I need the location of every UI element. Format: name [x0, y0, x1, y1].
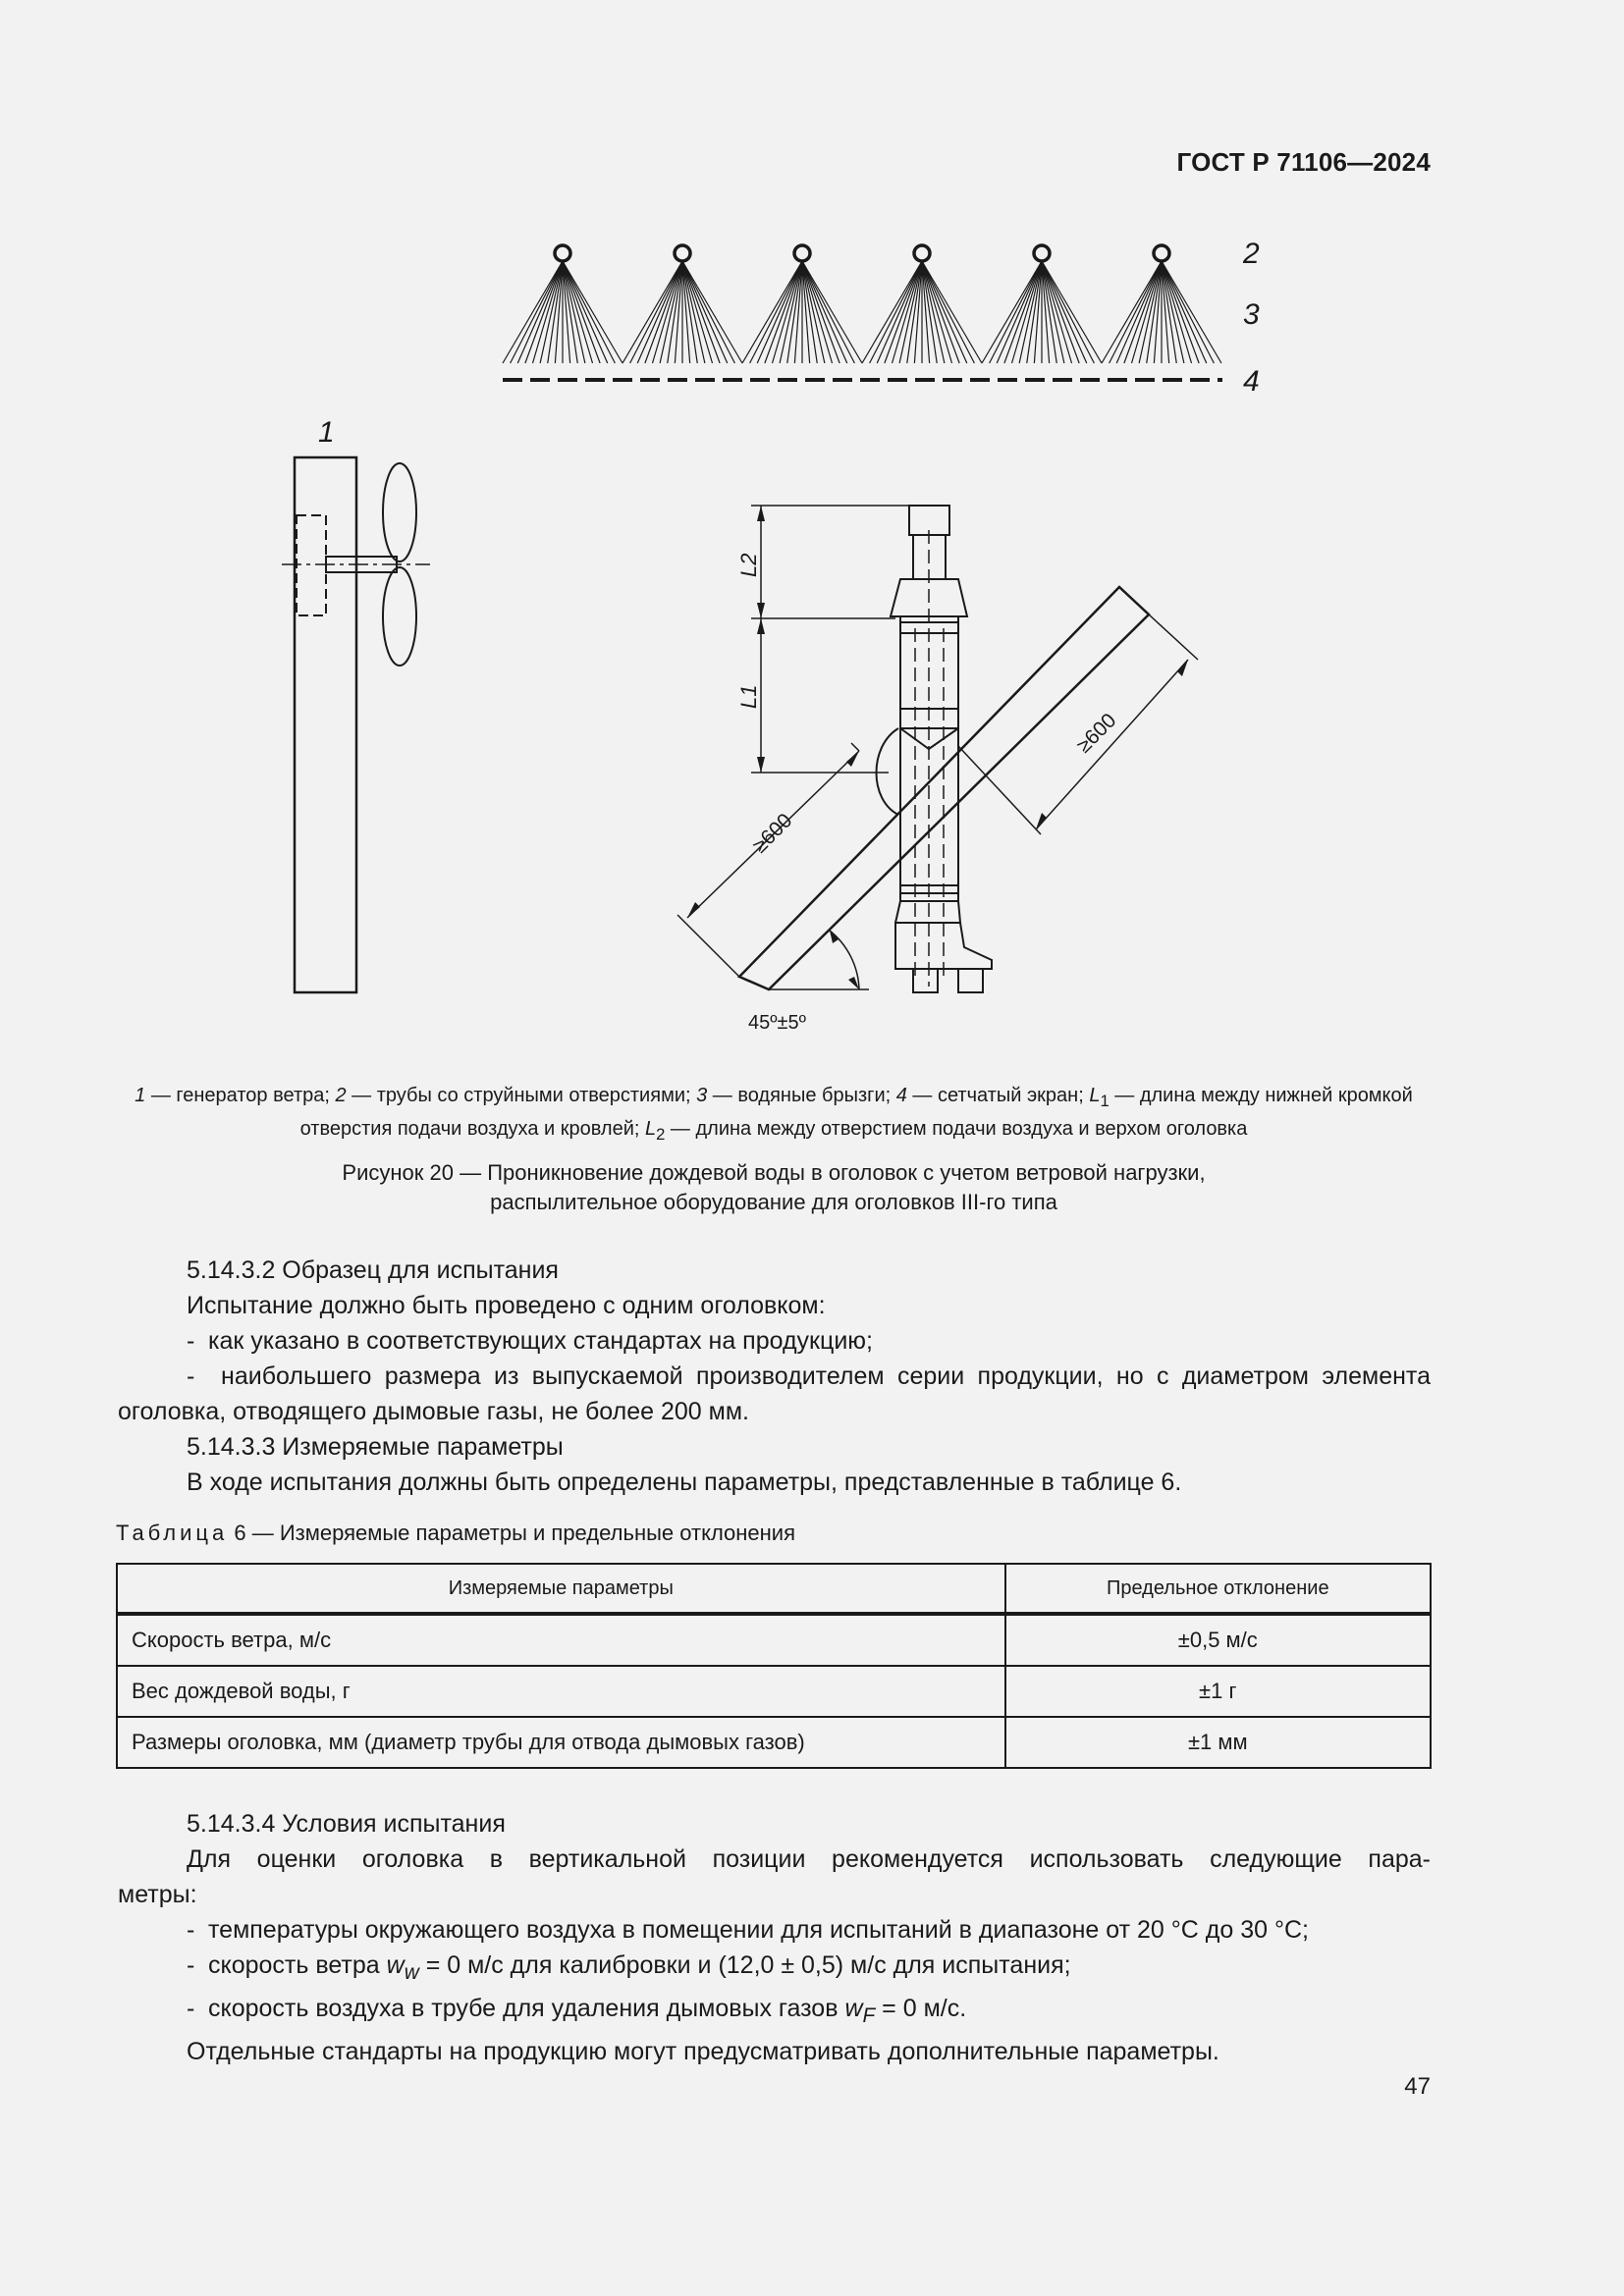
- list-item: - наибольшего размера из выпускаемой производителем серии продукции, но с диаметром элемента оголовка, отводящего дымовые газы, не более 200 мм.: [118, 1362, 1432, 1425]
- table-row: [117, 1614, 1431, 1666]
- water-spray-line: [1162, 261, 1221, 363]
- table-cell: ±0,5 м/с: [1005, 1614, 1431, 1666]
- water-spray-line: [653, 261, 683, 363]
- spray-nozzle: [675, 245, 690, 261]
- list-item: - скорость воздуха в трубе для удаления дымовых газов $w_F = 0$ м/с.: [187, 1995, 967, 2027]
- paragraph: Отдельные стандарты на продукцию могут предусматривать дополнительные параметры.: [187, 2038, 1219, 2065]
- paragraph: Испытание должно быть проведено с одним оголовком:: [187, 1292, 826, 1319]
- spray-nozzle: [794, 245, 810, 261]
- water-spray-line: [1042, 261, 1072, 363]
- figure-20: [0, 0, 1624, 1041]
- water-spray-line: [922, 261, 952, 363]
- water-spray-line: [682, 261, 742, 363]
- table-caption: Таблица 6 — Измеряемые параметры и предельные отклонения: [116, 1521, 796, 1545]
- figure-drawing: [0, 0, 1624, 1041]
- page-number: 47: [1404, 2073, 1431, 2100]
- water-spray-line: [623, 261, 682, 363]
- caption-line-2: распылительное оборудование для оголовков III-го типа: [490, 1190, 1057, 1214]
- section-heading: 5.14.3.3 Измеряемые параметры: [187, 1433, 564, 1461]
- water-spray-nozzles: [503, 245, 1221, 363]
- spray-nozzle: [1154, 245, 1169, 261]
- water-spray-line: [563, 261, 593, 363]
- dimension-600-right: ≥600: [1072, 709, 1121, 758]
- figure-caption: [118, 1158, 1430, 1217]
- table-cell: Вес дождевой воды, г: [117, 1666, 1005, 1717]
- dimension-600-left: ≥600: [748, 809, 797, 858]
- angle-label: 45º±5º: [748, 1012, 806, 1034]
- spray-nozzle: [914, 245, 930, 261]
- table-cell: ±1 г: [1005, 1666, 1431, 1717]
- section-heading: 5.14.3.4 Условия испытания: [187, 1810, 506, 1838]
- water-spray-line: [1132, 261, 1163, 363]
- water-spray-line: [802, 261, 862, 363]
- dimension-L1: L1: [736, 684, 761, 709]
- document-code: ГОСТ Р 71106—2024: [1176, 147, 1431, 177]
- wind-generator-motor: [297, 515, 326, 615]
- paragraph: метры:: [118, 1881, 197, 1908]
- dimension-L2: L2: [736, 553, 761, 577]
- section-heading: 5.14.3.2 Образец для испытания: [187, 1256, 559, 1284]
- figure-legend: 1 — генератор ветра; 2 — трубы со струйными отверстиями; 3 — водяные брызги; 4 — сетчатый экран; $L_1$ — длина между нижней кромкой отверстия подачи воздуха и кровлей; $L_2$ — длина между отверстием подачи воздуха и верхом оголовка: [135, 1085, 1413, 1144]
- water-spray-line: [742, 261, 802, 363]
- callout-1: 1: [318, 416, 335, 449]
- water-spray-line: [1162, 261, 1192, 363]
- water-spray-line: [893, 261, 923, 363]
- section-5-14-3-4: [118, 1806, 1431, 2069]
- water-spray-line: [1012, 261, 1043, 363]
- water-spray-line: [1042, 261, 1102, 363]
- water-spray-line: [533, 261, 564, 363]
- column-header: Измеряемые параметры: [117, 1564, 1005, 1614]
- parameters-table: [116, 1563, 1432, 1769]
- water-spray-line: [563, 261, 623, 363]
- table-cell: Размеры оголовка, мм (диаметр трубы для отвода дымовых газов): [117, 1717, 1005, 1768]
- water-spray-line: [862, 261, 922, 363]
- water-spray-line: [802, 261, 833, 363]
- water-spray-line: [1102, 261, 1162, 363]
- spray-nozzle: [555, 245, 570, 261]
- callout-4: 4: [1243, 365, 1260, 398]
- paragraph: Для оценки оголовка в вертикальной позиции рекомендуется использовать следующие пара-: [187, 1845, 1431, 1873]
- table-header-row: [117, 1564, 1431, 1614]
- propeller-blade-top: [383, 463, 416, 561]
- water-spray-line: [922, 261, 982, 363]
- table-row: [117, 1717, 1431, 1768]
- list-item: - скорость ветра $w_w = 0$ м/с для калибровки и (12,0 ± 0,5) м/с для испытания;: [187, 1951, 1071, 1984]
- column-header: Предельное отклонение: [1005, 1564, 1431, 1614]
- paragraph: В ходе испытания должны быть определены параметры, представленные в таблице 6.: [187, 1468, 1182, 1496]
- table-row: [117, 1666, 1431, 1717]
- water-spray-line: [682, 261, 713, 363]
- chimney-terminal: [877, 506, 993, 992]
- spray-nozzle: [1034, 245, 1050, 261]
- callout-3: 3: [1243, 298, 1260, 331]
- propeller-blade-bottom: [383, 567, 416, 666]
- list-item: - как указано в соответствующих стандартах на продукцию;: [187, 1327, 873, 1355]
- list-item: - температуры окружающего воздуха в помещении для испытаний в диапазоне от 20 °С до 30 °С;: [187, 1916, 1309, 1944]
- section-5-14-3-2: [118, 1253, 1431, 1500]
- callout-2: 2: [1243, 238, 1260, 270]
- water-spray-line: [503, 261, 563, 363]
- table-cell: ±1 мм: [1005, 1717, 1431, 1768]
- water-spray-line: [982, 261, 1042, 363]
- water-spray-line: [773, 261, 803, 363]
- caption-line-1: Рисунок 20 — Проникновение дождевой воды в оголовок с учетом ветровой нагрузки,: [342, 1160, 1206, 1185]
- table-cell: Скорость ветра, м/с: [117, 1614, 1005, 1666]
